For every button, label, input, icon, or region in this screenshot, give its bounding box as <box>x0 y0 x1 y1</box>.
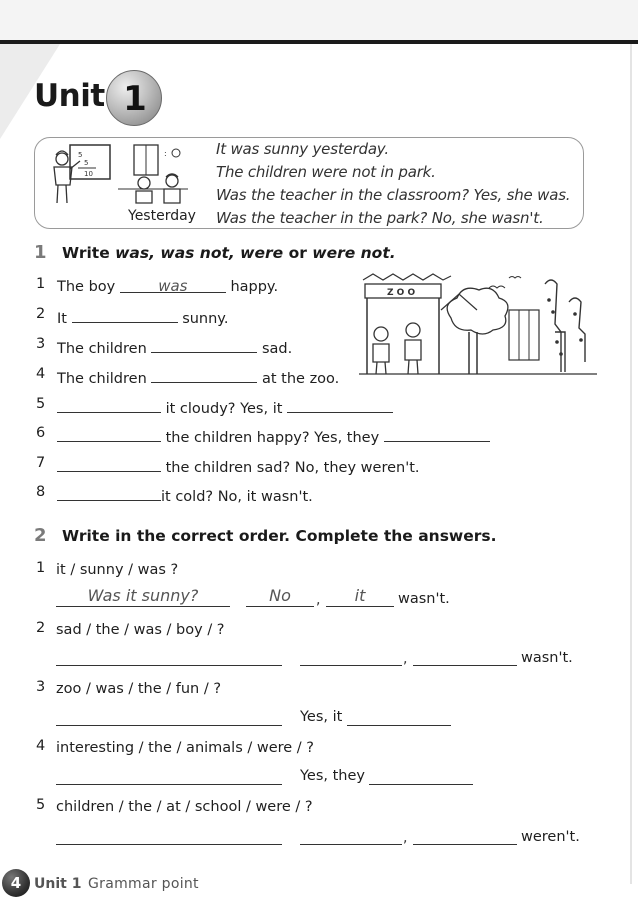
item-text-before: The boy <box>57 279 116 295</box>
answer-blank[interactable] <box>57 425 161 442</box>
exercise-1-item-8 <box>57 484 313 504</box>
exercise-2-title: Write in the correct order. Complete the answers. <box>62 527 497 545</box>
item-text-after: the children happy? Yes, they <box>165 430 380 446</box>
image-caption: Yesterday <box>128 208 196 224</box>
page-edge-shadow <box>630 44 632 884</box>
grammar-line: Was the teacher in the park? No, she wasn't. <box>216 209 544 227</box>
short-answer-line-1[interactable] <box>300 825 402 845</box>
item-number: 2 <box>36 306 46 322</box>
unit-title: Unit <box>34 78 105 114</box>
item-number: 2 <box>36 620 46 636</box>
question-answer-line[interactable]: Was it sunny? <box>56 587 230 607</box>
footer-unit: Unit 1 <box>34 876 82 892</box>
zoo-illustration <box>359 270 599 380</box>
page-number-badge <box>2 869 30 897</box>
scrambled-prompt: children / the / at / school / were / ? <box>56 799 313 815</box>
item-number: 3 <box>36 679 46 695</box>
short-answer-line-2[interactable] <box>413 646 517 666</box>
item-text-before: It <box>57 311 67 327</box>
item-text-after: sad. <box>261 341 293 357</box>
answer-tail: wasn't. <box>521 650 573 666</box>
footer-section: Grammar point <box>88 876 199 892</box>
svg-text:5: 5 <box>84 159 89 167</box>
exercise-1-title: Write was, was not, were or were not. <box>62 244 396 262</box>
item-text-after: it cloudy? Yes, it <box>165 401 283 417</box>
item-number: 8 <box>36 484 46 500</box>
item-number: 4 <box>36 366 46 382</box>
grammar-point-lines <box>216 138 586 230</box>
item-number: 3 <box>36 336 46 352</box>
answer-blank[interactable] <box>151 366 257 383</box>
item-number: 4 <box>36 738 46 754</box>
scrambled-prompt: it / sunny / was ? <box>56 562 179 578</box>
answer-blank[interactable] <box>57 455 161 472</box>
scrambled-prompt: interesting / the / animals / were / ? <box>56 740 314 756</box>
short-answer-line-1[interactable] <box>300 646 402 666</box>
grammar-line: It was sunny yesterday. <box>216 140 389 158</box>
answer-blank[interactable] <box>57 396 161 413</box>
exercise-1-number: 1 <box>34 242 47 263</box>
exercise-1-item-4 <box>57 366 339 386</box>
svg-text:10: 10 <box>84 170 93 178</box>
teacher-classroom-illustration <box>48 143 198 209</box>
svg-text:Z O O: Z O O <box>387 288 416 298</box>
answer-blank[interactable] <box>57 484 161 501</box>
exercise-1-item-7 <box>57 455 420 475</box>
answer-blank-2[interactable] <box>287 396 393 413</box>
question-answer-line[interactable] <box>56 706 282 726</box>
question-answer-line[interactable] <box>56 765 282 785</box>
svg-text:5: 5 <box>78 151 83 159</box>
item-text-after: it cold? No, it wasn't. <box>161 489 313 505</box>
short-answer-line[interactable] <box>347 706 451 726</box>
exercise-1-item-2 <box>57 306 228 326</box>
grammar-line: The children were not in park. <box>216 163 436 181</box>
item-number: 7 <box>36 455 46 471</box>
item-text-after: sunny. <box>182 311 229 327</box>
item-number: 6 <box>36 425 46 441</box>
exercise-2-number: 2 <box>34 525 47 546</box>
item-text-after: at the zoo. <box>261 371 340 387</box>
answer-blank-2[interactable] <box>384 425 490 442</box>
unit-number: 1 <box>123 79 147 119</box>
question-answer-line[interactable] <box>56 825 282 845</box>
page-number: 4 <box>10 874 22 892</box>
answer-blank[interactable]: was <box>120 276 226 293</box>
item-number: 5 <box>36 797 46 813</box>
item-text-after: the children sad? No, they weren't. <box>165 460 420 476</box>
scrambled-prompt: zoo / was / the / fun / ? <box>56 681 222 697</box>
item-text-before: The children <box>57 341 147 357</box>
short-answer-line-2[interactable]: it <box>326 587 394 607</box>
item-number: 1 <box>36 276 46 292</box>
item-text-before: The children <box>57 371 147 387</box>
exercise-1-item-5 <box>57 396 393 416</box>
answer-blank[interactable] <box>72 306 178 323</box>
scrambled-prompt: sad / the / was / boy / ? <box>56 622 225 638</box>
exercise-1-item-1 <box>57 276 278 296</box>
answer-tail: Yes, it <box>300 709 343 725</box>
page-top-margin <box>0 0 638 44</box>
svg-text::: : <box>164 149 167 158</box>
comma: , <box>316 592 321 608</box>
top-rule <box>0 40 638 44</box>
answer-tail: Yes, they <box>300 768 366 784</box>
question-answer-line[interactable] <box>56 646 282 666</box>
exercise-1-item-3 <box>57 336 292 356</box>
item-text-after: happy. <box>230 279 279 295</box>
answer-tail: wasn't. <box>398 591 450 607</box>
item-number: 5 <box>36 396 46 412</box>
grammar-line: Was the teacher in the classroom? Yes, she was. <box>216 186 571 204</box>
exercise-1-item-6 <box>57 425 490 445</box>
item-number: 1 <box>36 560 46 576</box>
short-answer-line-1[interactable]: No <box>246 587 314 607</box>
short-answer-line-2[interactable] <box>413 825 517 845</box>
comma: , <box>403 651 408 667</box>
unit-number-badge <box>106 70 162 126</box>
answer-tail: weren't. <box>521 829 580 845</box>
comma: , <box>403 830 408 846</box>
short-answer-line[interactable] <box>369 765 473 785</box>
answer-blank[interactable] <box>151 336 257 353</box>
